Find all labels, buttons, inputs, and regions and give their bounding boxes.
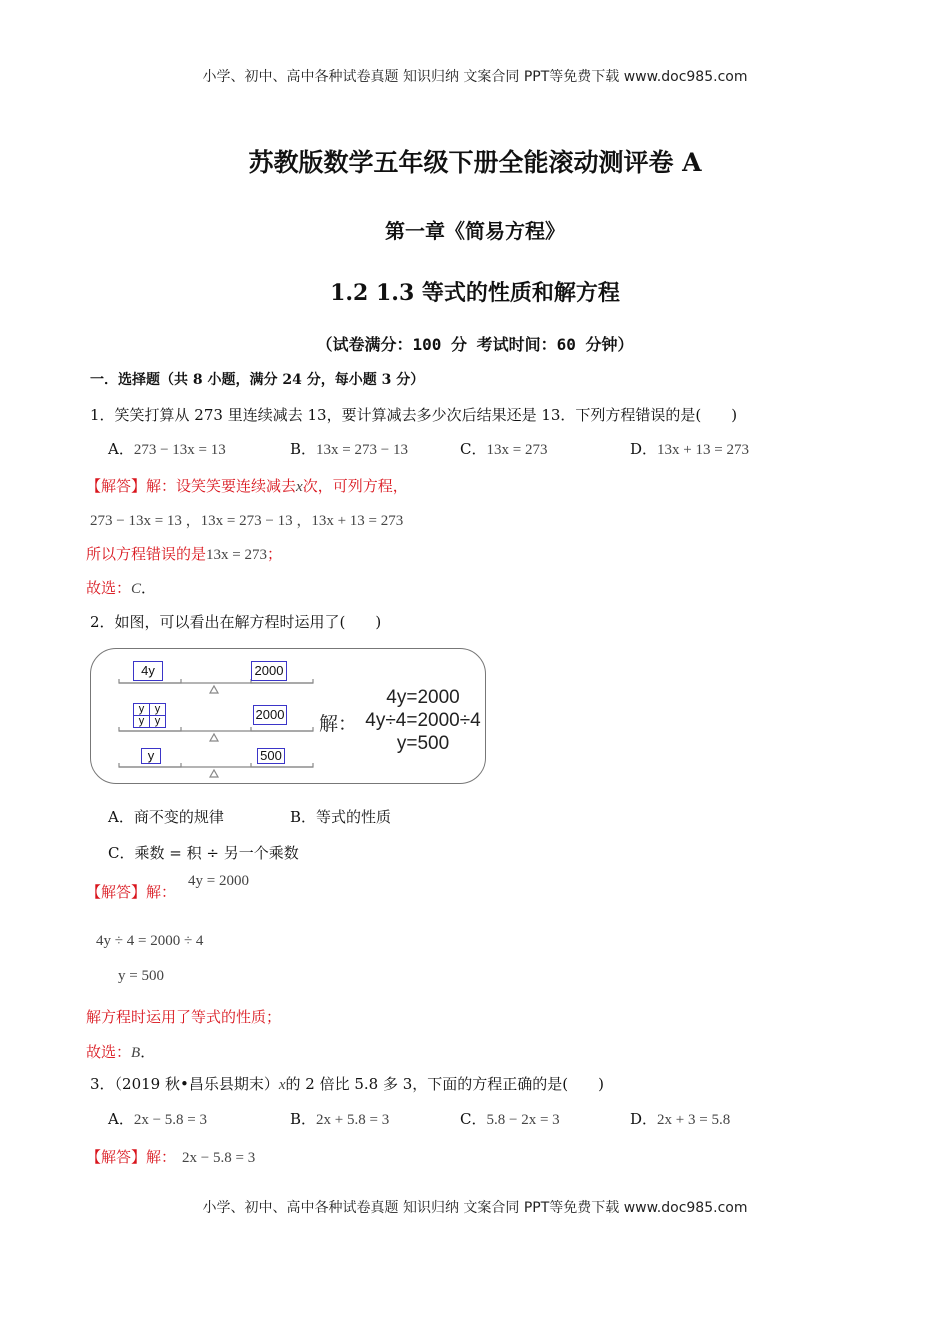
question-2-stem: 2．如图，可以看出在解方程时运用了( ) bbox=[90, 613, 382, 631]
document-title: 苏教版数学五年级下册全能滚动测评卷 A bbox=[248, 148, 702, 177]
choice-end: ． bbox=[140, 1043, 156, 1061]
answer-text: ； bbox=[266, 545, 282, 563]
q2-choice bbox=[86, 1041, 155, 1062]
variable-x: x bbox=[296, 479, 303, 495]
option-math: 13x = 273 bbox=[486, 442, 548, 458]
option-label: D． bbox=[630, 440, 658, 458]
q2-option-c[interactable] bbox=[108, 842, 299, 863]
q3-option-c[interactable] bbox=[460, 1108, 560, 1129]
answer-text: 所以方程错误的是 bbox=[86, 545, 207, 563]
option-math: 13x + 13 = 273 bbox=[657, 442, 749, 458]
answer-tag: 【解答】 bbox=[86, 477, 147, 495]
question-text: 的 2 倍比 5.8 多 3，下面的方程正确的是( ) bbox=[285, 1075, 605, 1093]
q3-answer-line-1 bbox=[86, 1146, 255, 1167]
option-label: A． bbox=[108, 808, 134, 826]
chapter-title: 第一章《简易方程》 bbox=[385, 219, 565, 243]
q1-option-b[interactable] bbox=[290, 438, 408, 459]
answer-text: 解： bbox=[146, 883, 177, 901]
question-text: 3．（2019 秋•昌乐县期末） bbox=[90, 1075, 279, 1093]
option-math: 2x − 5.8 = 3 bbox=[133, 1112, 208, 1128]
weight-y: y bbox=[133, 715, 150, 728]
weight-y: y bbox=[133, 703, 150, 716]
weight-2000: 2000 bbox=[251, 661, 287, 681]
variable-x: x bbox=[278, 1077, 286, 1093]
option-label: B． bbox=[290, 1110, 317, 1128]
q2-answer-conclusion: 解方程时运用了等式的性质； bbox=[86, 1008, 282, 1026]
option-math: 2x + 3 = 5.8 bbox=[657, 1112, 731, 1128]
q2-answer-step-2: 4y ÷ 4 = 2000 ÷ 4 bbox=[96, 933, 204, 949]
weight-y: y bbox=[149, 703, 166, 716]
choice-end: ． bbox=[141, 579, 157, 597]
q2-answer-line-1 bbox=[86, 881, 176, 902]
option-label: A． bbox=[108, 440, 134, 458]
figure-solution-line: 4y÷4=2000÷4 bbox=[365, 710, 481, 731]
option-label: C． bbox=[108, 844, 135, 862]
option-math: 13x = 273 − 13 bbox=[316, 442, 408, 458]
answer-text: 次，可列方程， bbox=[302, 477, 408, 495]
answer-math: 2x − 5.8 = 3 bbox=[182, 1150, 256, 1166]
q1-answer-line-1 bbox=[86, 475, 408, 496]
weight-y: y bbox=[141, 748, 161, 764]
figure-solution-line: 4y=2000 bbox=[386, 687, 460, 708]
option-label: C． bbox=[460, 440, 487, 458]
option-math: 5.8 − 2x = 3 bbox=[486, 1112, 560, 1128]
q1-option-d[interactable] bbox=[630, 438, 749, 459]
q1-choice bbox=[86, 577, 156, 598]
q2-answer-step-1: 4y = 2000 bbox=[188, 873, 249, 889]
figure-solution-label: 解： bbox=[319, 714, 358, 735]
answer-text: 解： bbox=[146, 1148, 177, 1166]
option-text: 乘数 = 积 ÷ 另一个乘数 bbox=[134, 844, 299, 862]
q2-option-b[interactable] bbox=[290, 806, 391, 827]
q3-option-a[interactable] bbox=[108, 1108, 207, 1129]
question-3-stem bbox=[90, 1073, 604, 1094]
figure-solution-line: y=500 bbox=[396, 733, 450, 754]
option-text: 等式的性质 bbox=[316, 808, 392, 826]
lesson-title: 1.2 1.3 等式的性质和解方程 bbox=[330, 280, 620, 306]
option-math: 273 − 13x = 13 bbox=[133, 442, 226, 458]
option-text: 商不变的规律 bbox=[133, 808, 224, 826]
weight-2000: 2000 bbox=[253, 705, 287, 725]
page-footer: 小学、初中、高中各种试卷真题 知识归纳 文案合同 PPT等免费下载 www.doc985.com bbox=[202, 1200, 748, 1216]
q1-option-a[interactable] bbox=[108, 438, 226, 459]
q2-answer-step-3: y = 500 bbox=[118, 968, 164, 984]
q1-option-c[interactable] bbox=[460, 438, 547, 459]
option-label: B． bbox=[290, 808, 317, 826]
q1-answer-equations: 273 − 13x = 13 ，13x = 273 − 13 ，13x + 13 = 273 bbox=[90, 513, 404, 529]
answer-tag: 【解答】 bbox=[86, 883, 147, 901]
weight-y: y bbox=[149, 715, 166, 728]
question-1-stem: 1．笑笑打算从 273 里连续减去 13，要计算减去多少次后结果还是 13．下列方程错误的是( ) bbox=[90, 406, 738, 424]
q3-option-b[interactable] bbox=[290, 1108, 389, 1129]
section-heading: 一．选择题（共 8 小题，满分 24 分，每小题 3 分） bbox=[90, 372, 425, 388]
choice-label: 故选： bbox=[86, 579, 132, 597]
choice-label: 故选： bbox=[86, 1043, 132, 1061]
weight-4y: 4y bbox=[133, 661, 163, 681]
q3-option-d[interactable] bbox=[630, 1108, 730, 1129]
option-math: 2x + 5.8 = 3 bbox=[316, 1112, 390, 1128]
choice-value: B bbox=[131, 1045, 141, 1061]
option-label: D． bbox=[630, 1110, 658, 1128]
answer-math: 13x = 273 bbox=[206, 547, 267, 563]
answer-tag: 【解答】 bbox=[86, 1148, 147, 1166]
option-label: C． bbox=[460, 1110, 487, 1128]
answer-text: 解：设笑笑要连续减去 bbox=[146, 477, 297, 495]
page-header: 小学、初中、高中各种试卷真题 知识归纳 文案合同 PPT等免费下载 www.doc985.com bbox=[202, 69, 748, 85]
option-label: A． bbox=[108, 1110, 134, 1128]
balance-figure bbox=[90, 648, 486, 784]
q2-option-a[interactable] bbox=[108, 806, 224, 827]
weight-500: 500 bbox=[257, 748, 285, 764]
q1-answer-conclusion bbox=[86, 543, 282, 564]
option-label: B． bbox=[290, 440, 317, 458]
choice-value: C bbox=[131, 581, 142, 597]
exam-meta: （试卷满分：100 分 考试时间：60 分钟） bbox=[316, 335, 634, 354]
